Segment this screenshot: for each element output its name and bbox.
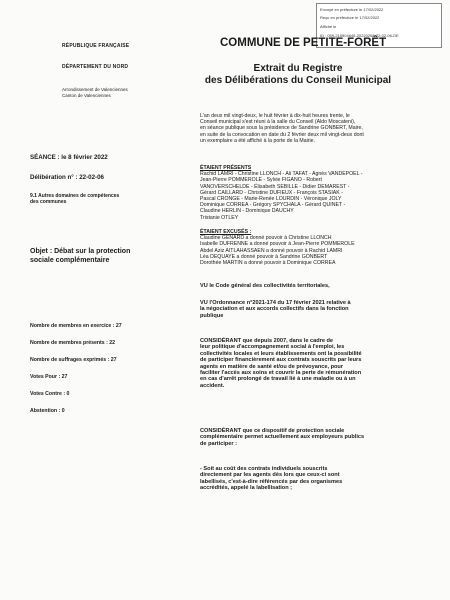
category-label xyxy=(30,193,119,206)
present-line: Claudine HERLIN - Dominique DAUCHY xyxy=(200,208,294,215)
considerant-line: de participer financièrement aux contrats souscrits par leurs xyxy=(200,357,362,364)
intro-line: L'an deux mil vingt-deux, le huit février à dix-huit heures trente, le xyxy=(200,113,350,119)
votes-for: Votes Pour : 27 xyxy=(30,374,68,380)
stamp-line: Affiché le xyxy=(320,24,337,29)
vu-code: VU le Code général des collectivités territoriales, xyxy=(200,283,330,289)
considerant-line: agents en matière de santé et/ou de prévoyance, pour xyxy=(200,363,343,370)
document-title xyxy=(200,63,396,87)
vu-line: la négociation et aux accords collectifs dans la fonction xyxy=(200,306,349,313)
commune-title: COMMUNE DE PETITE-FORÊT xyxy=(220,37,387,49)
excused-line: Léa DEQUAYE a donné pouvoir à Sandrine GONBERT xyxy=(200,253,328,260)
excused-line: Dorothée MARTIN a donné pouvoir à Dominique CORREA xyxy=(200,260,336,267)
seance-date: SÉANCE : le 8 février 2022 xyxy=(30,154,108,161)
considerant-line: faciliter l'accès aux soins et couvrir la perte de rémunération xyxy=(200,370,362,377)
considerant-line: en cas d'arrêt prolongé de travail lié à une maladie ou à un xyxy=(200,376,356,383)
present-line: Tristanie OTLEY xyxy=(200,214,239,221)
arrondissement-label: Arrondissement de Valenciennes xyxy=(62,87,128,92)
members-in-office: Nombre de membres en exercice : 27 xyxy=(30,323,122,329)
bullet-paragraph xyxy=(200,466,405,492)
deliberation-number: Délibération n° : 22-02-06 xyxy=(30,174,104,181)
present-block xyxy=(200,165,405,221)
stamp-line: Envoyé en préfecture le 17/02/2022 xyxy=(320,7,384,12)
abstention: Abstention : 0 xyxy=(30,408,65,414)
title-line: Extrait du Registre xyxy=(253,63,343,74)
stamp-line: Reçu en préfecture le 17/02/2022 xyxy=(320,15,380,20)
bullet-line: directement par les agents dès lors que ceux-ci sont xyxy=(200,472,340,479)
category-line: 9.1 Autres domaines de compétences xyxy=(30,193,120,199)
object-line: sociale complémentaire xyxy=(30,257,110,264)
category-line: des communes xyxy=(30,199,67,206)
object-block xyxy=(30,247,130,265)
vu-line: publique xyxy=(200,312,224,319)
considerant-line: CONSIDÉRANT que depuis 2007, dans le cadre de xyxy=(200,338,334,344)
title-line: des Délibérations du Conseil Municipal xyxy=(204,75,392,86)
considerant-line: complémentaire permet actuellement aux employeurs publics xyxy=(200,434,365,441)
present-line: Jean-Pierre POMMEROLE - Sylvie FIGANO - Robert xyxy=(200,177,322,184)
considerant-line: leur politique d'accompagnement social à l'emploi, les xyxy=(200,344,345,351)
excused-line: Isabelle DUFRENNE a donné pouvoir à Jean-Pierre POMMEROLE xyxy=(200,241,355,248)
votes-against: Votes Contre : 0 xyxy=(30,391,70,397)
excused-block xyxy=(200,229,405,266)
considerant-1 xyxy=(200,338,405,389)
excused-line: Abdel Aziz AITLAHASSAEN a donné pouvoir à Rachid LAMRI xyxy=(200,247,343,254)
considerant-2 xyxy=(200,428,405,447)
considerant-line: CONSIDÉRANT que ce dispositif de protection sociale xyxy=(200,428,345,434)
canton-label: Canton de Valenciennes xyxy=(62,93,111,98)
excused-line: Claudine GENARD a donné pouvoir à Christine LLONCH xyxy=(200,235,332,242)
considerant-line: accident. xyxy=(200,382,225,389)
bullet-line: - Soit au coût des contrats individuels souscrits xyxy=(200,466,328,472)
intro-paragraph xyxy=(200,113,405,144)
excused-heading: ÉTAIENT EXCUSÉS : xyxy=(200,229,252,235)
object-line: Objet : Débat sur la protection xyxy=(30,248,131,255)
intro-line: en suite de la convocation en date du 2 février deux mil vingt-deux dont xyxy=(200,131,364,138)
republic-label: RÉPUBLIQUE FRANÇAISE xyxy=(62,43,130,49)
bullet-line: labellisés, c'est-à-dire référencés par des organismes xyxy=(200,478,343,485)
intro-line: en séance publique sous la présidence de Sandrine GONBERT, Maire, xyxy=(200,125,363,132)
present-heading: ÉTAIENT PRÉSENTS xyxy=(200,165,252,171)
present-line: Gérard CAILLARD - Christine DUFIEUX - François STASIAK - xyxy=(200,189,343,196)
bullet-line: accrédités, appelé la labellisation ; xyxy=(200,485,293,492)
considerant-line: collectivités locales et leurs établissements ont la possibilité xyxy=(200,350,362,357)
considerant-line: de participer : xyxy=(200,440,237,447)
present-line: VANOVERSCHELDE - Élisabeth SEBILLE - Didier DEMAREST - xyxy=(200,183,350,190)
members-present: Nombre de membres présents : 22 xyxy=(30,340,116,346)
present-line: Rachid LAMRI - Christine LLONCH - Ali TAFAT - Agnès VANDEPOEL - xyxy=(200,171,363,178)
vu-line: VU l'Ordonnance n°2021-174 du 17 février 2021 relative à xyxy=(200,300,351,306)
vu-ordonnance xyxy=(200,300,405,319)
votes-cast: Nombre de suffrages exprimés : 27 xyxy=(30,357,117,363)
present-line: Pascal CRONGE - Marie-Renée LOURDIN - Véronique JOLY xyxy=(200,196,342,203)
stamp-line: ID : 059-215904645-20220208-22-02-06-DE xyxy=(320,33,399,38)
department-label: DÉPARTEMENT DU NORD xyxy=(62,64,129,70)
present-line: Dominique CORREA - Grégory SPYCHALA - Gérard QUINET - xyxy=(200,202,346,209)
intro-line: Conseil municipal s'est réuni à la salle du Conseil (Aldo Moscateni), xyxy=(200,119,356,126)
intro-line: un exemplaire a été affiché à la porte de la Mairie. xyxy=(200,137,315,144)
